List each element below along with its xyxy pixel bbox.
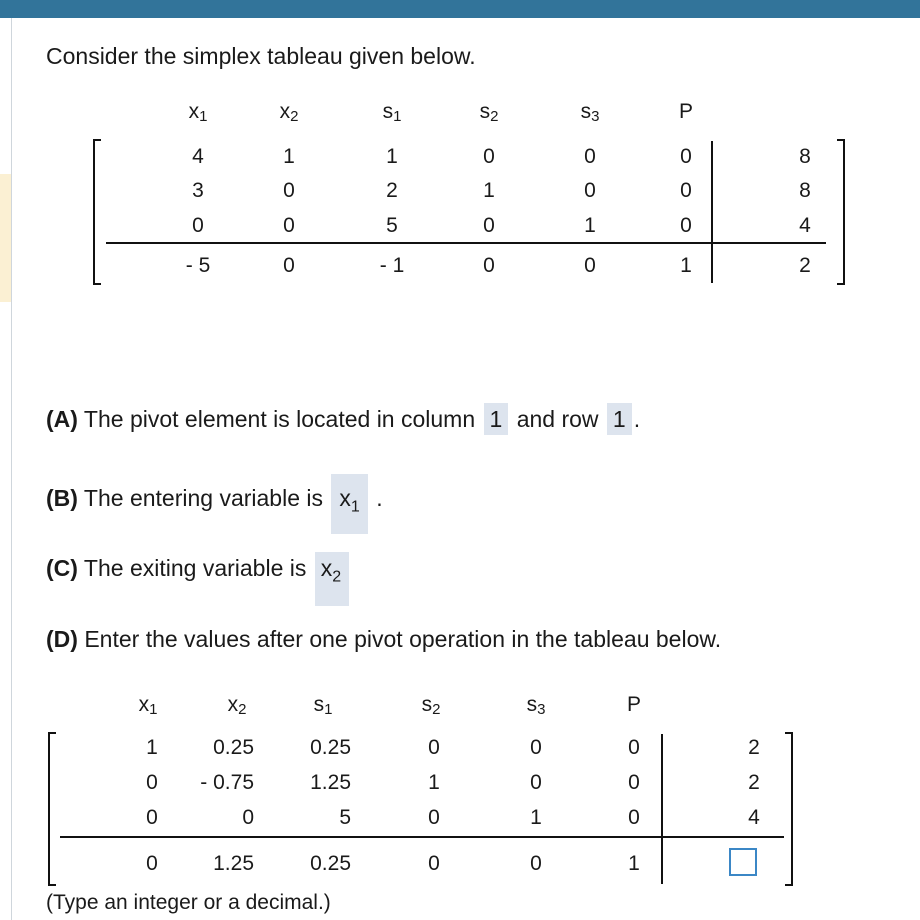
tableau-cell: 1 xyxy=(428,771,440,794)
part-d-label: (D) xyxy=(46,626,78,652)
column-header: P xyxy=(626,693,642,716)
column-header: $x_2$ xyxy=(227,693,247,718)
column-header: $x_1$ xyxy=(188,100,208,125)
tableau-cell: 0 xyxy=(584,145,596,168)
tableau-cell: 0 xyxy=(428,806,440,829)
tableau-cell: 4 xyxy=(192,145,204,168)
column-header: $s_3$ xyxy=(580,100,600,125)
tableau-cell: 1.25 xyxy=(310,771,351,794)
tableau-cell: 0 xyxy=(584,254,596,277)
part-b-text: The entering variable is xyxy=(83,485,323,511)
column-header: $s_1$ xyxy=(382,100,402,125)
part-c-text: The exiting variable is xyxy=(83,555,307,581)
tableau-cell: 1.25 xyxy=(213,852,254,875)
tableau-cell: 0 xyxy=(483,145,495,168)
tableau-cell: 1 xyxy=(584,214,596,237)
tableau-cell: 0 xyxy=(530,736,542,759)
tableau-cell: 0.25 xyxy=(310,736,351,759)
tableau-cell: 3 xyxy=(192,179,204,202)
tableau-cell: - 0.75 xyxy=(200,771,254,794)
right-bracket-top xyxy=(785,732,793,734)
tableau-cell: 0.25 xyxy=(213,736,254,759)
tableau-cell: 2 xyxy=(748,736,760,759)
tableau-cell: 0 xyxy=(283,214,295,237)
right-bracket-bottom xyxy=(785,884,793,886)
tableau-cell: 0 xyxy=(628,736,640,759)
column-header: $x_2$ xyxy=(279,100,299,125)
tableau-cell: 1 xyxy=(386,145,398,168)
tableau-cell: 0 xyxy=(483,214,495,237)
right-bracket xyxy=(791,732,793,886)
column-header: $x_1$ xyxy=(138,693,158,718)
tableau-cell: 5 xyxy=(386,214,398,237)
left-bracket-bottom xyxy=(48,884,56,886)
tableau-cell: 0 xyxy=(283,179,295,202)
tableau-cell: 0 xyxy=(428,736,440,759)
tableau-cell: 8 xyxy=(799,179,811,202)
tableau-cell: 0 xyxy=(680,214,692,237)
tableau-cell: 0 xyxy=(428,852,440,875)
tableau-cell: 1 xyxy=(628,852,640,875)
tableau-cell: 0 xyxy=(146,806,158,829)
objective-value-input[interactable] xyxy=(729,848,757,876)
tableau-cell: 2 xyxy=(386,179,398,202)
tableau-cell: - 1 xyxy=(379,254,405,277)
tableau-cell: 0 xyxy=(146,771,158,794)
tableau-cell: 0 xyxy=(146,852,158,875)
tableau-cell: 1 xyxy=(146,736,158,759)
column-header: $s_3$ xyxy=(526,693,546,718)
tableau-cell: 0 xyxy=(483,254,495,277)
tableau-cell: 0 xyxy=(584,179,596,202)
tableau-cell: 0 xyxy=(530,771,542,794)
column-header: $s_1$ xyxy=(313,693,333,718)
tableau-cell: 2 xyxy=(748,771,760,794)
part-a-text2: and row xyxy=(516,406,599,432)
part-a-label: (A) xyxy=(46,406,78,432)
tableau-cell: 1 xyxy=(680,254,692,277)
tableau-cell: 0 xyxy=(628,771,640,794)
tableau-cell: 0 xyxy=(680,179,692,202)
tableau-cell: 4 xyxy=(748,806,760,829)
part-a-end: . xyxy=(633,406,641,432)
tableau-cell: 0 xyxy=(192,214,204,237)
rhs-divider xyxy=(661,734,663,884)
tableau-cell: 0 xyxy=(283,254,295,277)
tableau-cell: 8 xyxy=(799,145,811,168)
part-a-text1: The pivot element is located in column xyxy=(83,406,476,432)
tableau-cell: 4 xyxy=(799,214,811,237)
tableau-cell: - 5 xyxy=(185,254,211,277)
tableau-cell: 0 xyxy=(242,806,254,829)
pivot-column-answer[interactable]: 1 xyxy=(484,403,509,435)
exiting-variable-base: x xyxy=(320,555,333,581)
part-b-end: . xyxy=(376,485,383,511)
tableau-cell: 1 xyxy=(283,145,295,168)
tableau-cell: 0.25 xyxy=(310,852,351,875)
objective-row-divider xyxy=(60,836,784,838)
entering-variable-sub: 1 xyxy=(350,498,360,516)
part-c-label: (C) xyxy=(46,555,78,581)
tableau-cell: 1 xyxy=(530,806,542,829)
part-d-text: Enter the values after one pivot operation in the tableau below. xyxy=(84,626,722,652)
column-header: $s_2$ xyxy=(479,100,499,125)
entering-variable-base: x xyxy=(339,485,351,511)
part-b-label: (B) xyxy=(46,485,78,511)
tableau-cell: 1 xyxy=(483,179,495,202)
column-header: $s_2$ xyxy=(421,693,441,718)
left-bracket-top xyxy=(48,732,56,734)
column-header: P xyxy=(678,100,694,123)
answer-format-hint: (Type an integer or a decimal.) xyxy=(46,891,331,914)
left-bracket xyxy=(48,732,50,886)
intro-text: Consider the simplex tableau given below. xyxy=(46,43,476,69)
tableau-cell: 0 xyxy=(530,852,542,875)
tableau-cell: 0 xyxy=(680,145,692,168)
tableau-cell: 5 xyxy=(339,806,351,829)
tableau-cell: 2 xyxy=(799,254,811,277)
exiting-variable-sub: 2 xyxy=(332,568,342,586)
pivot-row-answer[interactable]: 1 xyxy=(607,403,632,435)
tableau-cell: 0 xyxy=(628,806,640,829)
